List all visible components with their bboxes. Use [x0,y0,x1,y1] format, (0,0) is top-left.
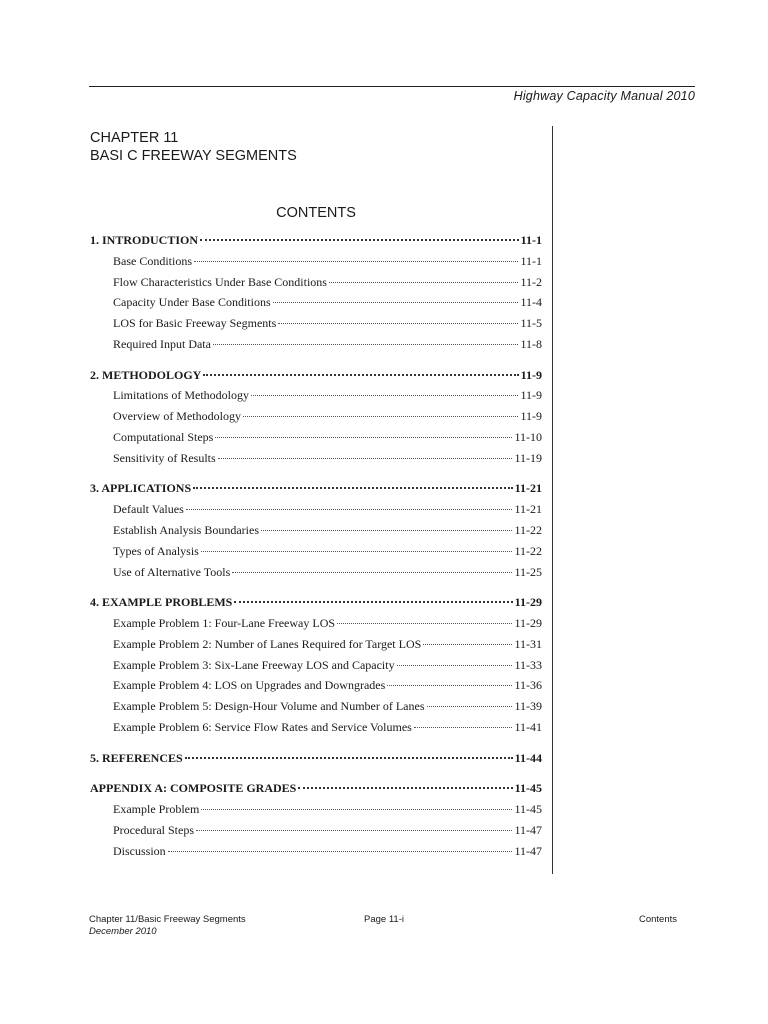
toc-section [90,233,542,358]
toc-entry-page: 11-41 [514,719,542,734]
toc-subentry[interactable] [90,295,542,316]
section-spacer [90,585,542,595]
chapter-title: BASI C FREEWAY SEGMENTS [90,148,297,164]
toc-entry-label: Types of Analysis [113,543,199,558]
toc-entry-page: 11-33 [514,657,542,672]
dot-leader [337,622,512,624]
table-of-contents [90,233,542,864]
dot-leader [243,415,518,417]
section-spacer [90,358,542,368]
toc-subentry[interactable] [90,802,542,823]
dot-leader [194,260,518,262]
toc-entry-label: Default Values [113,502,184,517]
footer-page-number: Page 11-i [364,914,404,925]
dot-leader [215,436,512,438]
dot-leader [201,808,512,810]
dot-leader [427,705,513,707]
contents-heading: CONTENTS [276,205,356,221]
toc-entry-label: Example Problem 1: Four-Lane Freeway LOS [113,615,336,630]
dot-leader [329,281,518,283]
toc-entry-page: 11-21 [514,481,542,496]
toc-entry-label: 5. REFERENCES [90,750,183,765]
toc-section [90,368,542,472]
toc-entry-label: Example Problem 3: Six-Lane Freeway LOS and Capacity [113,657,395,672]
dot-leader [213,343,518,345]
footer-date: December 2010 [89,926,157,937]
dot-leader [185,756,513,759]
toc-entry-page: 11-39 [514,699,542,714]
dot-leader [186,508,513,510]
dot-leader [234,600,512,603]
toc-entry-page: 11-9 [520,388,542,403]
toc-entry-page: 11-19 [514,450,542,465]
toc-entry-page: 11-9 [520,367,542,382]
toc-subentry[interactable] [90,658,542,679]
toc-subentry[interactable] [90,523,542,544]
dot-leader [387,684,512,686]
toc-entry-page: 11-1 [520,253,542,268]
toc-entry-label: 1. INTRODUCTION [90,233,199,247]
toc-entry-page: 11-2 [520,274,542,289]
toc-entry-page: 11-44 [514,750,542,765]
toc-entry-label: Example Problem 2: Number of Lanes Required for Target LOS [113,636,422,651]
section-spacer [90,771,542,781]
toc-entry-page: 11-25 [514,564,542,579]
toc-section [90,781,542,864]
toc-entry-page: 11-22 [514,543,542,558]
dot-leader [168,850,513,852]
toc-entry-page: 11-5 [520,316,542,331]
dot-leader [298,786,512,789]
chapter-number: CHAPTER 11 [90,130,179,146]
toc-entry-page: 11-47 [514,822,542,837]
section-spacer [90,741,542,751]
toc-entry-label: APPENDIX A: COMPOSITE GRADES [90,781,297,796]
toc-subentry[interactable] [90,544,542,565]
toc-entry-page: 11-4 [520,295,542,310]
dot-leader [251,394,518,396]
toc-entry-label: LOS for Basic Freeway Segments [113,316,277,331]
dot-leader [200,238,519,241]
toc-entry-label: Discussion [113,843,166,858]
section-spacer [90,472,542,482]
dot-leader [397,664,513,666]
toc-entry-label: Limitations of Methodology [113,388,249,403]
toc-entry-label: Example Problem 6: Service Flow Rates and Service Volumes [113,719,412,734]
dot-leader [193,486,513,489]
toc-entry-page: 11-31 [514,636,542,651]
toc-entry-page: 11-45 [514,801,542,816]
toc-entry-page: 11-36 [514,678,542,693]
toc-subentry[interactable] [90,337,542,358]
dot-leader [218,457,513,459]
dot-leader [201,550,513,552]
toc-section [90,751,542,772]
toc-subentry[interactable] [90,844,542,865]
toc-entry-label: Capacity Under Base Conditions [113,295,271,310]
dot-leader [203,373,518,376]
toc-subentry[interactable] [90,565,542,586]
dot-leader [261,529,512,531]
dot-leader [414,726,513,728]
toc-subentry[interactable] [90,254,542,275]
toc-entry-label: Establish Analysis Boundaries [113,522,259,537]
toc-entry-label: Example Problem 5: Design-Hour Volume and Number of Lanes [113,699,425,714]
toc-section-entry[interactable] [90,595,542,616]
margin-rule [552,126,553,874]
toc-section-entry[interactable] [90,233,542,254]
toc-entry-page: 11-22 [514,522,542,537]
toc-entry-label: Flow Characteristics Under Base Conditions [113,274,327,289]
toc-entry-page: 11-21 [514,502,542,517]
toc-section-entry[interactable] [90,781,542,802]
toc-entry-label: Sensitivity of Results [113,450,216,465]
toc-subentry[interactable] [90,699,542,720]
toc-entry-page: 11-1 [520,233,542,247]
toc-subentry[interactable] [90,430,542,451]
header-rule [89,86,695,87]
dot-leader [423,643,512,645]
toc-subentry[interactable] [90,451,542,472]
toc-entry-label: Use of Alternative Tools [113,564,231,579]
toc-subentry[interactable] [90,720,542,741]
toc-entry-label: Required Input Data [113,336,211,351]
toc-section-entry[interactable] [90,368,542,389]
toc-subentry[interactable] [90,616,542,637]
toc-entry-label: Example Problem [113,801,200,816]
footer-section: Contents [638,914,677,925]
toc-subentry[interactable] [90,275,542,296]
toc-section [90,595,542,741]
toc-entry-page: 11-47 [514,843,542,858]
toc-subentry[interactable] [90,388,542,409]
toc-entry-page: 11-29 [514,595,542,610]
running-title: Highway Capacity Manual 2010 [513,89,695,103]
chapter-heading [90,129,297,165]
toc-entry-label: Base Conditions [113,253,193,268]
toc-subentry[interactable] [90,409,542,430]
toc-subentry[interactable] [90,678,542,699]
toc-entry-page: 11-29 [514,615,542,630]
toc-section-entry[interactable] [90,481,542,502]
dot-leader [232,571,512,573]
toc-entry-label: Example Problem 4: LOS on Upgrades and Downgrades [113,678,386,693]
dot-leader [196,829,512,831]
toc-entry-page: 11-8 [520,336,542,351]
toc-entry-label: 2. METHODOLOGY [90,367,202,382]
dot-leader [278,322,518,324]
toc-subentry[interactable] [90,316,542,337]
toc-section-entry[interactable] [90,751,542,772]
toc-entry-page: 11-45 [514,781,542,796]
dot-leader [273,301,519,303]
toc-subentry[interactable] [90,502,542,523]
toc-entry-label: Overview of Methodology [113,409,241,424]
toc-entry-page: 11-9 [520,409,542,424]
toc-section [90,481,542,585]
toc-subentry[interactable] [90,823,542,844]
toc-entry-label: 4. EXAMPLE PROBLEMS [90,595,233,610]
toc-entry-label: Procedural Steps [113,822,194,837]
footer-chapter: Chapter 11/Basic Freeway Segments [89,914,246,925]
toc-subentry[interactable] [90,637,542,658]
toc-entry-label: Computational Steps [113,429,214,444]
toc-entry-page: 11-10 [514,429,542,444]
toc-entry-label: 3. APPLICATIONS [90,481,192,496]
